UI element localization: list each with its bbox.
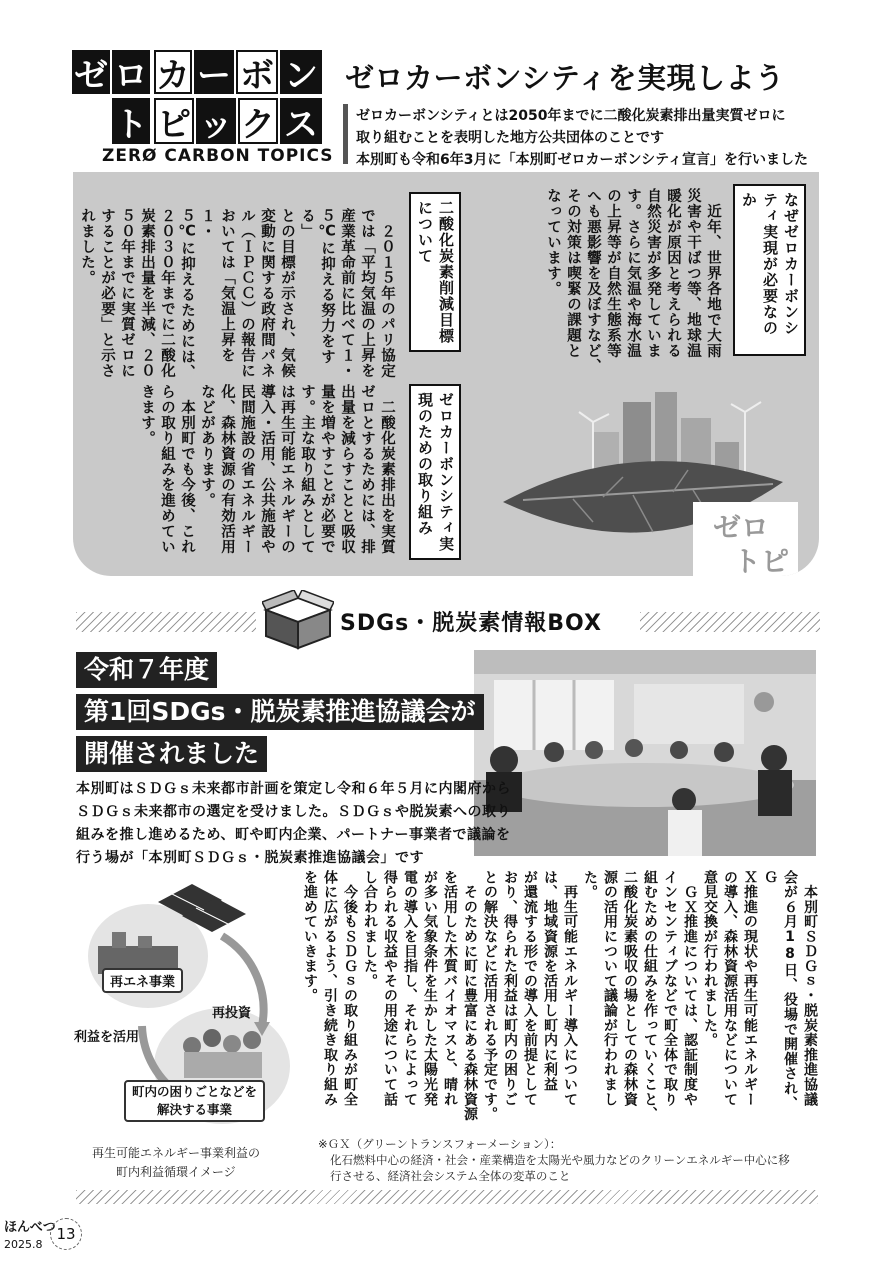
reduction-column: ５℃に抑える努力をする」 (299, 208, 335, 365)
article-column: 源の活用について議論が行われまし (602, 870, 618, 1107)
article-column: 今後もＳＤＧｓの取り組みが町全 (342, 870, 358, 1107)
article-column: ＧＸ推進については、認証制度や (682, 870, 698, 1107)
article-column: は、地域資源を活用し町内に利益 (542, 870, 558, 1092)
article-column: 会が６月18日、役場で開催され、Ｇ (762, 870, 798, 1111)
action-column: 出量を減らすことと吸収 (339, 384, 355, 555)
hatch-band-bottom (76, 1190, 818, 1204)
reduction-column: ２０１５年のパリ協定 (379, 208, 395, 379)
logo-char: ン (280, 50, 322, 94)
diagram-caption: 町内利益循環イメージ (116, 1165, 236, 1179)
reduction-column: れました。 (79, 208, 95, 286)
action-column: 化、森林資源の有効活用 (219, 384, 235, 555)
logo-subtitle: ZERØ CARBON TOPICS (102, 146, 334, 166)
gx-footnote-line: 行させる、経済社会システム全体の変革のこと (330, 1169, 571, 1183)
reduction-column: ２０３０年までに二酸化 (159, 208, 175, 379)
reduction-body (79, 208, 397, 392)
why-heading-line: 実現が必要なのか (740, 192, 779, 336)
intro-accent-bar (343, 104, 348, 164)
reduction-column: することが必要」と示さ (99, 208, 115, 379)
why-body (513, 188, 723, 374)
article-column: 体に広がるよう、引き続き取り組み (322, 870, 338, 1107)
gx-footnote-line: ※ＧＸ（グリーントランスフォーメーション）： (318, 1137, 562, 1151)
logo-char: ト (112, 98, 150, 144)
zero-carbon-panel (73, 172, 819, 576)
local-issue-label (124, 1080, 265, 1122)
renewable-label: 再エネ事業 (102, 968, 183, 993)
reduction-column: 炭素排出量を半減、２０ (139, 208, 155, 379)
zero-topics-badge (693, 502, 798, 576)
article-column: を進めていきます。 (302, 870, 318, 1004)
reduction-column: ５０年までに実質ゼロに (119, 208, 135, 379)
action-column: ゼロとするためには、排 (359, 384, 375, 555)
issue-date: 2025.8 (4, 1238, 43, 1251)
meeting-photo (474, 650, 816, 856)
article-column: が還流する形での導入を前提として (522, 870, 538, 1107)
action-body (131, 384, 397, 568)
article-column: た。 (582, 870, 598, 900)
use-profit-label: 利益を活用 (74, 1030, 140, 1045)
article-column: を活用した木質バイオマスと、晴れ (442, 870, 458, 1107)
action-heading-line: 実現のための取り組み (416, 392, 455, 552)
article-column: 二酸化炭素吸収の場としての森林資 (622, 870, 638, 1107)
article-column: が多い気象条件を生かした太陽光発 (422, 870, 438, 1107)
badge-line: トピ (733, 545, 790, 576)
logo-char: ボ (236, 50, 278, 94)
article-column: 得られる収益やその用途について話 (382, 870, 398, 1107)
article-column: 組むための仕組みを作っていくこと、 (642, 870, 658, 1122)
action-heading-line: ゼロカーボンシティ (437, 392, 455, 536)
action-column: す。主な取り組みとして (299, 384, 315, 555)
why-column: す。さらに気温や海水温 (625, 188, 641, 359)
article-column: 電の導入を目指し、それらによって (402, 870, 418, 1107)
action-column: 民間施設の省エネルギー (239, 384, 255, 555)
action-column: 導入・活用、公共施設や (259, 384, 275, 555)
article-column: の導入、森林資源活用などについて (722, 870, 738, 1107)
magazine-brand: ほんべつ (4, 1220, 56, 1235)
reduction-column: 変動に関する政府間パネ (259, 208, 275, 379)
why-column: 自然災害が多発していま (645, 188, 661, 359)
reduction-column: おいては「気温上昇を１・ (199, 208, 235, 363)
reduction-heading-line: 削減目標について (416, 200, 455, 344)
article-body (286, 870, 820, 1124)
gx-footnote-line: 化石燃料中心の経済・社会・産業構造を太陽光や風力などのクリーンエネルギー中心に移 (330, 1153, 790, 1167)
article-column: そのために町に豊富にある森林資源 (462, 870, 478, 1122)
hatch-band-left (76, 612, 256, 632)
article-column: おり、得られた利益は町内の困りご (502, 870, 518, 1107)
intro-line: 取り組むことを表明した地方公共団体のことです (356, 130, 664, 146)
logo-char: ロ (112, 50, 150, 94)
logo-char: ク (238, 98, 278, 144)
reduction-column: では「平均気温の上昇を (359, 208, 375, 379)
zero-carbon-topics-logo (72, 50, 327, 146)
reduction-heading-line: 二酸化炭素 (437, 200, 455, 280)
logo-char: ゼ (72, 50, 110, 94)
why-heading-line: なぜゼロカーボンシティ (761, 192, 800, 336)
article-column: インセンティブなどで町全体で取り (662, 870, 678, 1107)
logo-char: カ (154, 50, 192, 94)
why-column: 災害や干ばつ等、地球温 (685, 188, 701, 359)
box-icon (262, 590, 334, 650)
lead-line: 行う場が「本別町ＳＤＧｓ・脱炭素推進協議会」です (76, 850, 424, 866)
lead-line: ＳＤＧｓ未来都市の選定を受けました。ＳＤＧｓや脱炭素への取り (76, 804, 511, 820)
reduction-column: との目標が示され、気候 (279, 208, 295, 379)
article-column: 再生可能エネルギー導入について (562, 870, 578, 1107)
page-title: ゼロカーボンシティを実現しよう (345, 61, 785, 95)
lead-line: 本別町はＳＤＧｓ未来都市計画を策定し令和６年５月に内閣府から (76, 781, 511, 797)
why-heading (733, 184, 806, 356)
article-title-line: 開催されました (76, 736, 267, 772)
page-number: 13 (50, 1218, 82, 1250)
article-column: 本別町ＳＤＧｓ・脱炭素推進協議 (802, 870, 818, 1107)
why-column: その対策は喫緊の課題と (565, 188, 581, 359)
action-heading (409, 384, 461, 560)
badge-line: ゼロ (713, 511, 770, 544)
intro-line: 本別町も令和6年3月に「本別町ゼロカーボンシティ宣言」を行いました (356, 152, 809, 168)
action-column: らの取り組みを進めてい (159, 384, 175, 555)
why-column: の上昇等が自然生態系等 (605, 188, 621, 359)
logo-char: ッ (196, 98, 236, 144)
why-column: 暖化が原因と考えられる (665, 188, 681, 359)
action-column: きます。 (139, 384, 155, 446)
why-column: なっています。 (545, 188, 561, 297)
sdgs-box-title: SDGs・脱炭素情報BOX (340, 611, 602, 636)
diagram-caption: 再生可能エネルギー事業利益の (92, 1146, 261, 1160)
article-title-line: 第1回SDGs・脱炭素推進協議会が (76, 694, 484, 730)
article-column: 意見交換が行われました。 (702, 870, 718, 1048)
intro-line: ゼロカーボンシティとは2050年までに二酸化炭素排出量実質ゼロに (356, 108, 786, 124)
action-column: 量を増やすことが必要で (319, 384, 335, 555)
reinvest-label: 再投資 (212, 1006, 252, 1021)
article-title-line: 令和７年度 (76, 652, 217, 688)
reduction-column: ル（ＩＰＣＣ）の報告に (239, 208, 255, 379)
why-column: 近年、世界各地で大雨 (705, 188, 721, 359)
article-column: との解決などに活用される予定です。 (482, 870, 498, 1122)
article-column: Ｘ推進の現状や再生可能エネルギー (742, 870, 758, 1107)
article-title (76, 652, 484, 772)
article-column: し合われました。 (362, 870, 378, 989)
reduction-column: ５℃に抑えるためには、 (179, 208, 195, 380)
logo-char: ス (280, 98, 322, 144)
logo-char: ピ (154, 98, 194, 144)
why-column: へも悪影響を及ぼすなど、 (585, 188, 601, 374)
action-column: は再生可能エネルギーの (279, 384, 295, 555)
lead-line: 組みを推し進めるため、町や町内企業、パートナー事業者で議論を (76, 827, 511, 843)
logo-char: ー (194, 50, 234, 94)
action-column: 二酸化炭素排出を実質 (379, 384, 395, 555)
local-issue-line: 解決する事業 (157, 1102, 233, 1117)
reduction-column: 産業革命前に比べて１・ (339, 208, 355, 379)
action-column: 本別町でも今後、これ (179, 384, 195, 555)
action-column: などがあります。 (199, 384, 215, 508)
hatch-band-right (640, 612, 820, 632)
reduction-heading (409, 192, 461, 352)
local-issue-line: 町内の困りごとなどを (132, 1084, 258, 1099)
